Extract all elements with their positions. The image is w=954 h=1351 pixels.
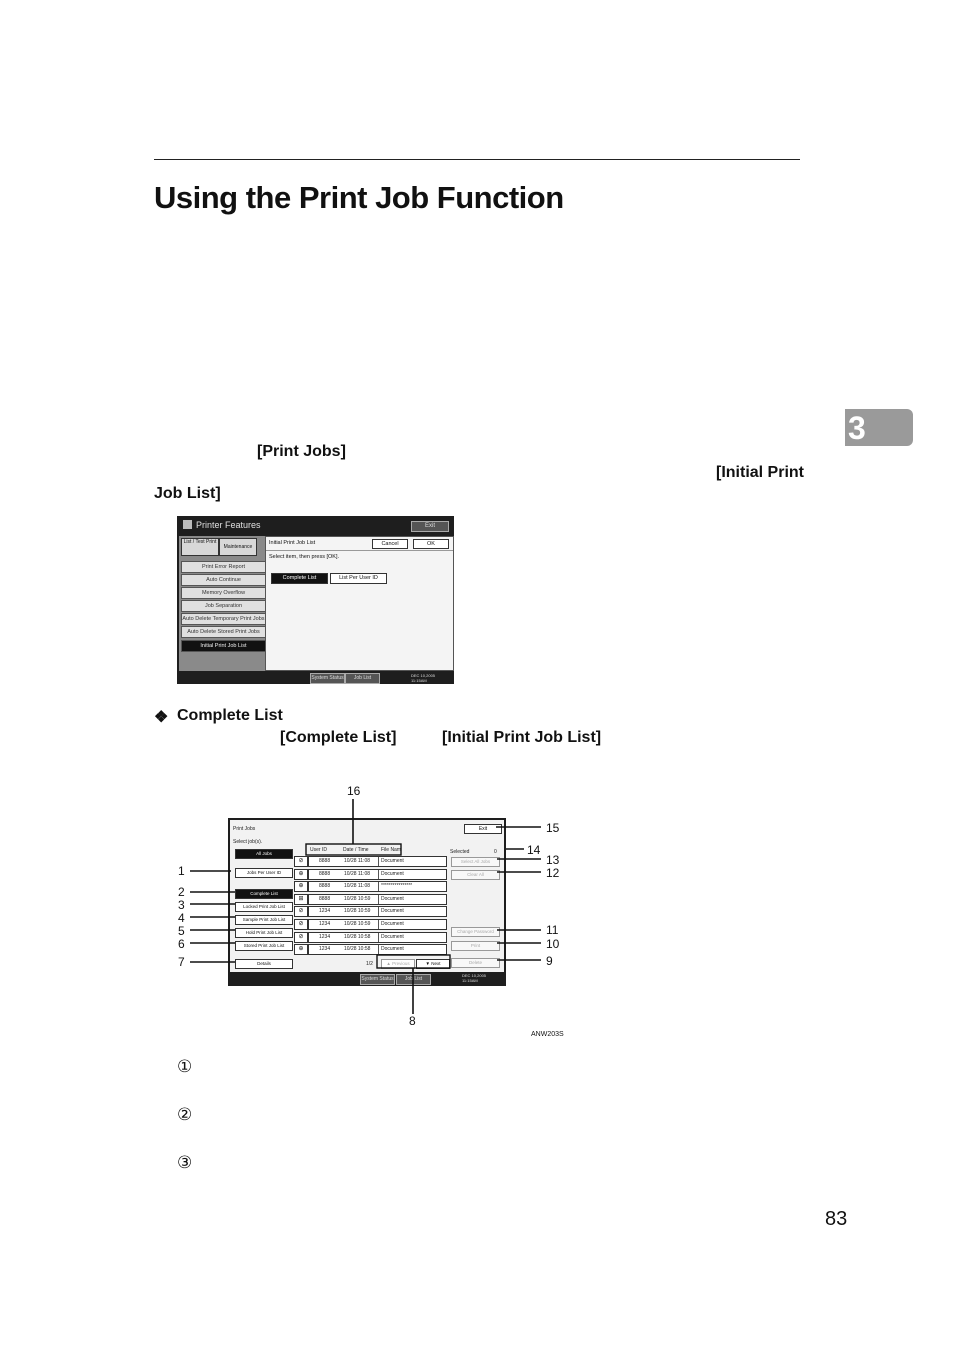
cell-date: 10/28 10:59 [344, 895, 371, 902]
callout-16: 16 [347, 784, 361, 798]
menu-item[interactable]: Auto Delete Stored Print Jobs [181, 626, 266, 638]
cell-file: Document [381, 933, 404, 940]
col-file-name: File Nam [381, 847, 402, 853]
callout-5: 5 [178, 924, 185, 938]
cell-file: Document [381, 870, 404, 877]
cell-user: 8888 [319, 870, 331, 877]
hold-list-button[interactable]: Hold Print Job List [235, 928, 293, 938]
circled-number-1: ① [177, 1057, 193, 1076]
sample-list-button[interactable]: Sample Print Job List [235, 915, 293, 925]
cell-date: 10/28 10:59 [344, 921, 371, 927]
all-jobs-button[interactable]: All Jobs [235, 849, 293, 859]
callout-8: 8 [409, 1014, 416, 1028]
cell-file: Document [381, 895, 404, 902]
clear-all-button[interactable]: Clear All [451, 870, 500, 880]
job-type-icon: ⊘ [294, 856, 308, 867]
stored-list-button[interactable]: Stored Print Job List [235, 941, 293, 951]
cell-user: 8888 [319, 858, 331, 864]
cell-date: 10/28 11:08 [344, 883, 371, 890]
page-number: 83 [825, 1208, 848, 1230]
cell-file: Document [381, 946, 404, 953]
cell-user: 8888 [319, 895, 331, 902]
cell-date: 10/28 10:58 [344, 933, 371, 940]
callout-6: 6 [178, 937, 185, 951]
job-type-icon: ⊘ [294, 932, 308, 943]
callout-13: 13 [546, 853, 560, 867]
locked-list-button[interactable]: Locked Print Job List [235, 902, 293, 912]
complete-list-option[interactable]: Complete List [271, 573, 328, 584]
cancel-button[interactable]: Cancel [372, 539, 408, 549]
job-list-button[interactable]: Job List [345, 673, 380, 684]
callout-1: 1 [178, 864, 185, 878]
tab-list-test-print[interactable]: List / Test Print [181, 538, 219, 556]
callout-12: 12 [546, 866, 560, 880]
initial-print-job-list-ref: [Initial Print Job List] [442, 729, 602, 746]
initial-print-ref-2: Job List] [154, 485, 221, 502]
cell-date: 10/28 11:08 [344, 858, 371, 864]
cell-user: 1234 [319, 933, 331, 940]
screen1-exit-button[interactable]: Exit [411, 521, 449, 532]
callout-9: 9 [546, 954, 553, 968]
complete-list-ref: [Complete List] [280, 729, 397, 746]
selected-count: 0 [494, 849, 497, 855]
screen2-exit-button[interactable]: Exit [464, 824, 502, 834]
circled-number-3: ③ [177, 1153, 193, 1172]
previous-button[interactable]: ▲ Previous [381, 959, 415, 969]
complete-list-heading: Complete List [177, 707, 283, 724]
circled-number-2: ② [177, 1105, 193, 1124]
callout-4: 4 [178, 911, 185, 925]
complete-list-bullet-icon: ❖ [154, 709, 169, 726]
callout-15: 15 [546, 821, 560, 835]
cell-file: Document [381, 921, 404, 927]
job-type-icon: ⊞ [294, 894, 308, 905]
callout-10: 10 [546, 937, 560, 951]
select-jobs-label: Select job(s). [233, 839, 263, 845]
screen2-title: Print Jobs [233, 826, 256, 832]
page-title: Using the Print Job Function [154, 180, 564, 215]
callout-11: 11 [546, 923, 559, 937]
tab-maintenance[interactable]: Maintenance [219, 538, 257, 556]
callout-3: 3 [178, 898, 185, 912]
col-date-time: Date / Time [343, 847, 369, 853]
instruction: Select item, then press [OK]. [269, 554, 340, 560]
initial-print-ref-1: [Initial Print [716, 464, 804, 481]
callout-2: 2 [178, 885, 185, 899]
screen1-title: Printer Features [183, 520, 261, 530]
menu-item[interactable]: Job Separation [181, 600, 266, 612]
jobs-per-user-button[interactable]: Jobs Per User ID [235, 868, 293, 878]
job-type-icon: ⊕ [294, 881, 308, 892]
print-button[interactable]: Print [451, 941, 500, 951]
cell-date: 10/28 10:58 [344, 946, 371, 953]
panel-title: Initial Print Job List [269, 540, 316, 546]
menu-item[interactable]: Print Error Report [181, 561, 266, 573]
cell-user: 1234 [319, 921, 331, 927]
cell-file: Document [381, 908, 404, 915]
select-all-button[interactable]: Select All Jobs [451, 857, 500, 867]
job-type-icon: ⊘ [294, 906, 308, 917]
callout-14: 14 [527, 843, 541, 857]
chapter-number: 3 [848, 410, 866, 446]
selected-label: Selected [450, 849, 470, 855]
footer-time: 11:15AM [462, 978, 478, 983]
cell-user: 1234 [319, 946, 331, 953]
cell-file: Document [381, 858, 404, 864]
job-type-icon: ⊘ [294, 919, 308, 930]
job-type-icon: ⊕ [294, 944, 308, 955]
details-button[interactable]: Details [235, 959, 293, 969]
delete-button[interactable]: Delete [451, 958, 500, 968]
change-password-button[interactable]: Change Password [451, 927, 500, 937]
list-per-user-option[interactable]: List Per User ID [330, 573, 387, 584]
system-status-button[interactable]: System Status [310, 673, 345, 684]
cell-user: 1234 [319, 908, 331, 915]
job-list-button[interactable]: Job List [396, 974, 431, 985]
next-button[interactable]: ▼ Next [416, 959, 450, 969]
job-type-icon: ⊕ [294, 869, 308, 880]
footer-date: DEC 10,2005 [411, 673, 436, 678]
figure-code: ANW203S [531, 1031, 564, 1038]
callout-7: 7 [178, 955, 185, 969]
menu-item-selected[interactable]: Initial Print Job List [181, 640, 266, 652]
menu-item[interactable]: Auto Continue [181, 574, 266, 586]
cell-file: **************** [381, 883, 413, 890]
ok-button[interactable]: OK [413, 539, 449, 549]
cell-date: 10/28 11:08 [344, 870, 371, 877]
complete-list-button[interactable]: Complete List [235, 889, 293, 899]
cell-user: 8888 [319, 883, 331, 890]
footer-date: DEC 10,2005 [462, 973, 487, 978]
menu-item[interactable]: Auto Delete Temporary Print Jobs [181, 613, 266, 625]
print-jobs-ref: [Print Jobs] [257, 443, 346, 460]
footer-time: 11:15AM [411, 678, 427, 683]
col-user-id: User ID [310, 847, 327, 853]
cell-date: 10/28 10:59 [344, 908, 371, 915]
page-indicator: 1/2 [366, 961, 373, 967]
system-status-button[interactable]: System Status [360, 974, 395, 985]
menu-item[interactable]: Memory Overflow [181, 587, 266, 599]
